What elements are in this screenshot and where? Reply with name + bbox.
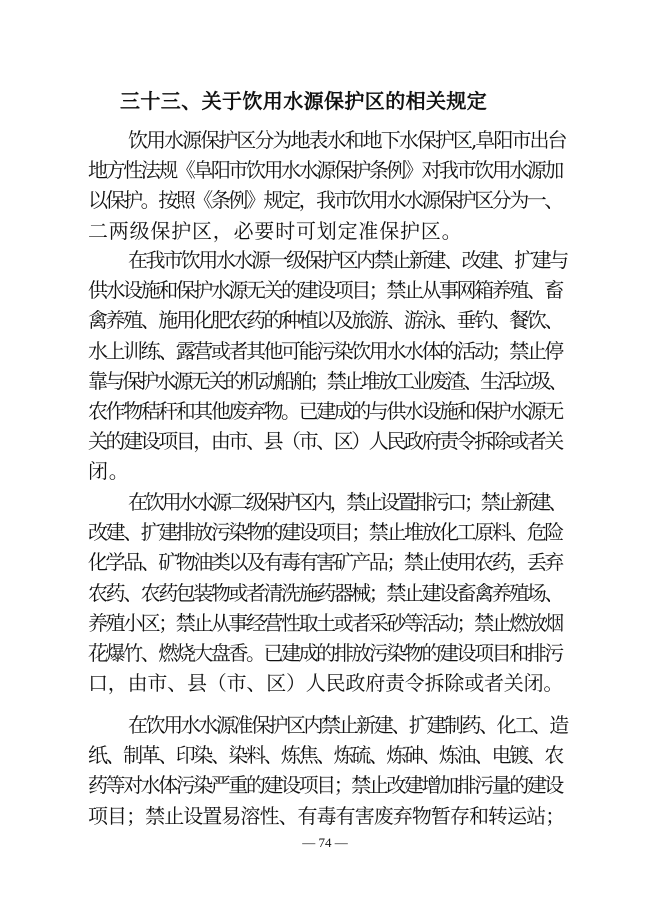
paragraph-line: 纸、制革、印染、染料、炼焦、炼硫、炼砷、炼油、电镀、农	[88, 743, 562, 768]
paragraph-line: 养殖小区；禁止从事经营性取土或者采砂等活动；禁止燃放烟	[88, 610, 562, 635]
paragraph-line: 水上训练、露营或者其他可能污染饮用水水体的活动；禁止停	[88, 338, 562, 363]
paragraph-line: 口，由市、县（市、区）人民政府责令拆除或者关闭。	[88, 671, 564, 696]
page-number: — 74 —	[302, 835, 348, 850]
paragraph-line: 以保护。按照《条例》规定，我市饮用水水源保护区分为一、	[88, 188, 562, 213]
paragraph-line: 农药、农药包装物或者清洗施药器械；禁止建设畜禽养殖场、	[88, 580, 562, 605]
paragraph-first-line: 在饮用水水源二级保护区内，禁止设置排污口；禁止新建、	[128, 490, 565, 514]
paragraph-line: 禽养殖、施用化肥农药的种植以及旅游、游泳、垂钓、餐饮、	[88, 308, 562, 333]
paragraph-line: 花爆竹、燃烧大盘香。已建成的排放污染物的建设项目和排污	[88, 641, 562, 665]
paragraph-line: 二两级保护区，必要时可划定准保护区。	[88, 218, 463, 243]
paragraph-line: 药等对水体污染严重的建设项目；禁止改建增加排污量的建设	[88, 773, 562, 798]
paragraph-line: 靠与保护水源无关的机动船舶；禁止堆放工业废渣、生活垃圾、	[88, 368, 566, 393]
paragraph-line: 关的建设项目，由市、县（市、区）人民政府责令拆除或者关	[88, 429, 562, 454]
section-title: 三十三、关于饮用水源保护区的相关规定	[120, 89, 488, 113]
paragraph-line: 农作物秸秆和其他废弃物。已建成的与供水设施和保护水源无	[88, 399, 562, 423]
paragraph-line: 项目；禁止设置易溶性、有毒有害废弃物暂存和转运站；	[88, 803, 565, 828]
paragraph-line: 地方性法规《阜阳市饮用水水源保护条例》对我市饮用水源加	[88, 158, 562, 183]
paragraph-line: 闭。	[88, 459, 130, 484]
paragraph-first-line: 饮用水源保护区分为地表水和地下水保护区,阜阳市出台	[128, 128, 566, 152]
paragraph-line: 改建、扩建排放污染物的建设项目；禁止堆放化工原料、危险	[88, 520, 562, 545]
paragraph-line: 供水设施和保护水源无关的建设项目；禁止从事网箱养殖、畜	[88, 278, 562, 303]
paragraph-line: 化学品、矿物油类以及有毒有害矿产品；禁止使用农药，丢弃	[88, 550, 562, 575]
paragraph-first-line: 在饮用水水源准保护区内禁止新建、扩建制药、化工、造	[128, 713, 567, 737]
paragraph-first-line: 在我市饮用水水源一级保护区内禁止新建、改建、扩建与	[128, 248, 567, 272]
